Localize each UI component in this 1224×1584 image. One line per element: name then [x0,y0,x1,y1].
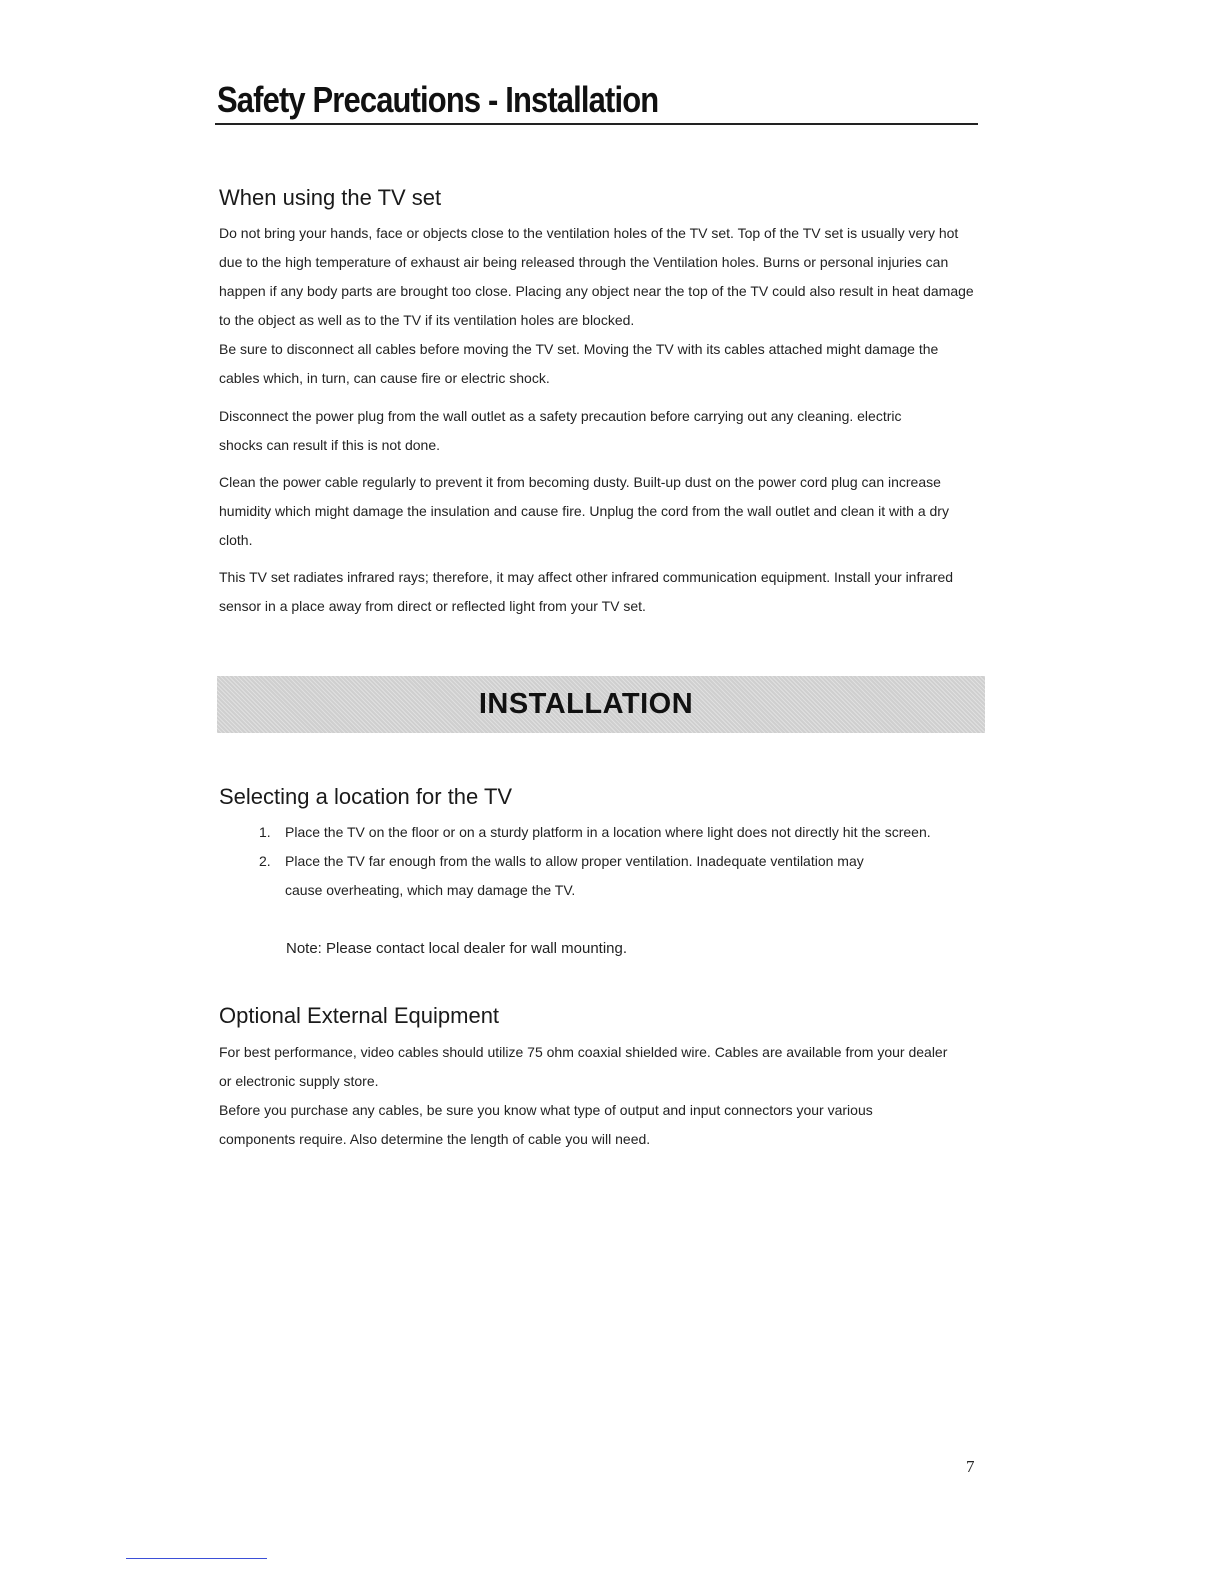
list-item-text: Place the TV far enough from the walls to allow proper ventilation. Inadequate ventilation may cause overheating, which may damage the TV. [285,853,864,898]
installation-banner [217,676,985,733]
section-heading-using-tv: When using the TV set [219,185,442,210]
footer-link-underline [126,1558,267,1559]
paragraph-video-cables: For best performance, video cables should utilize 75 ohm coaxial shielded wire. Cables are available from your dealer or electronic supply store. [219,1044,948,1089]
paragraph-moving-tv: Be sure to disconnect all cables before moving the TV set. Moving the TV with its cables attached might damage the cables which, in turn, can cause fire or electric shock. [219,341,939,386]
installation-banner-label: INSTALLATION [478,688,694,720]
list-item [219,818,989,847]
title-underline [215,123,978,125]
list-item-number: 2. [259,853,271,869]
wall-mounting-note: Note: Please contact local dealer for wall mounting. [286,940,628,957]
list-item-number: 1. [259,824,271,840]
section-heading-external-equipment: Optional External Equipment [219,1003,500,1028]
page-title: Safety Precautions - Installation [217,79,659,120]
list-item [219,847,895,905]
paragraph-ventilation: Do not bring your hands, face or objects close to the ventilation holes of the TV set. Top of the TV set is usually very hot due to the high temperature of exhaust air being released through the Ventilation holes. Burns or personal injuries can happen if any body parts are brought too close. Placing any object near the top of the TV could also result in heat damage to the object as well as to the TV if its ventilation holes are blocked. [219,225,974,328]
section-heading-location: Selecting a location for the TV [219,784,513,809]
paragraph-cleaning: Disconnect the power plug from the wall outlet as a safety precaution before carrying out any cleaning. electric shocks can result if this is not done. [219,408,902,453]
paragraph-purchase-cables: Before you purchase any cables, be sure you know what type of output and input connectors your various components require. Also determine the length of cable you will need. [219,1102,873,1147]
page-number: 7 [966,1457,975,1476]
paragraph-power-cable: Clean the power cable regularly to prevent it from becoming dusty. Built-up dust on the power cord plug can increase humidity which might damage the insulation and cause fire. Unplug the cord from the wall outlet and clean it with a dry cloth. [219,474,949,548]
list-item-text: Place the TV on the floor or on a sturdy platform in a location where light does not directly hit the screen. [285,824,931,840]
paragraph-infrared: This TV set radiates infrared rays; therefore, it may affect other infrared communication equipment. Install your infrared sensor in a place away from direct or reflected light from your TV set. [219,569,954,614]
location-steps-list [219,818,989,905]
